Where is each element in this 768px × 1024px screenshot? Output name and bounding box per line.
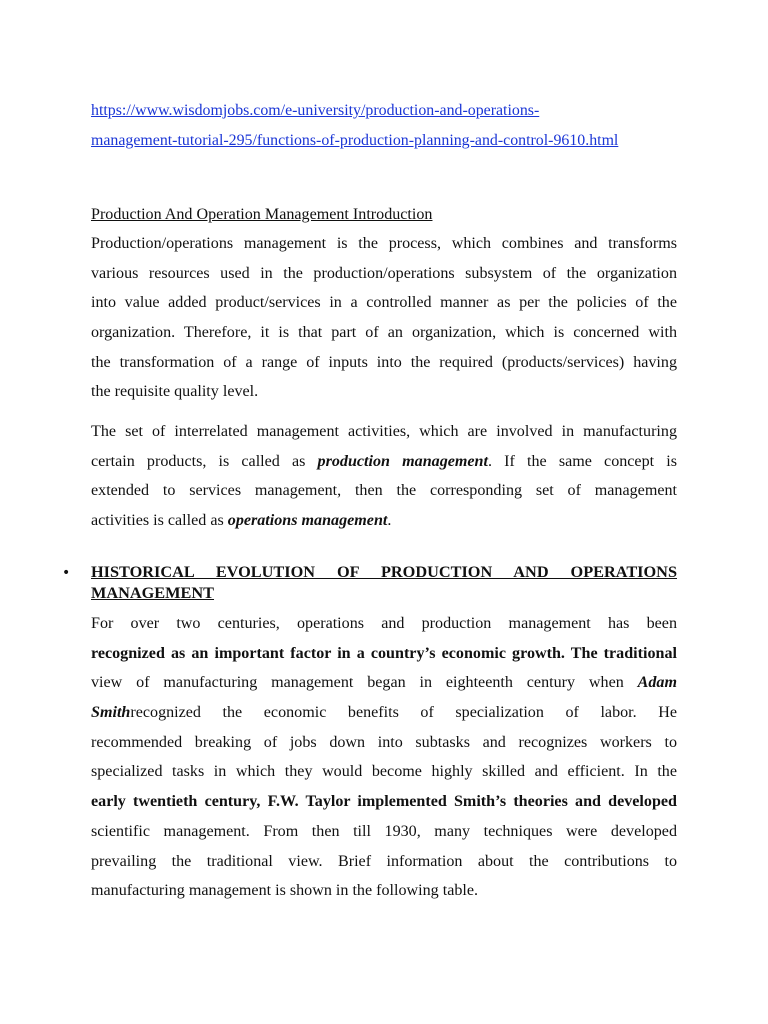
paragraph-line <box>91 506 677 536</box>
paragraph-line: organization. Therefore, it is that part of an organization, which is concerned with <box>91 324 677 342</box>
name-adam: Adam <box>637 674 677 692</box>
name-smith: Smith <box>91 704 131 722</box>
term-operations-management: operations management <box>227 512 388 530</box>
bullet-icon: • <box>62 565 71 581</box>
history-paragraph <box>91 609 677 906</box>
bold-text: recognized as an important factor in a country’s economic growth. The traditional <box>91 644 677 662</box>
paragraph-text: recognized the economic benefits of specialization of labor. He <box>130 704 677 722</box>
paragraph-text: activities is called as <box>91 512 224 530</box>
intro-heading: Production And Operation Management Introduction <box>91 206 433 223</box>
paragraph-line <box>91 668 677 698</box>
paragraph-line: Production/operations management is the process, which combines and transforms <box>91 235 677 252</box>
paragraph-line: prevailing the traditional view. Brief information about the contributions to <box>91 852 677 870</box>
paragraph-line: the requisite quality level. <box>91 383 259 401</box>
section-heading <box>91 561 677 603</box>
paragraph-line <box>91 639 677 669</box>
paragraph-line: into value added product/services in a controlled manner as per the policies of the <box>91 294 677 312</box>
paragraph-line <box>91 698 677 728</box>
term-production-management: production management <box>317 452 488 470</box>
paragraph-line: manufacturing management is shown in the following table. <box>91 882 479 900</box>
paragraph-line: For over two centuries, operations and production management has been <box>91 615 677 632</box>
section-heading-line-1: HISTORICAL EVOLUTION OF PRODUCTION AND OPERATIONS <box>91 562 677 581</box>
intro-paragraph-1 <box>91 229 677 407</box>
paragraph-text: . <box>387 512 392 530</box>
paragraph-line: the transformation of a range of inputs into the required (products/services) having <box>91 353 677 371</box>
paragraph-line: recommended breaking of jobs down into subtasks and recognizes workers to <box>91 733 677 751</box>
paragraph-line <box>91 447 677 477</box>
paragraph-line: various resources used in the production/operations subsystem of the organization <box>91 264 677 282</box>
paragraph-text: view of manufacturing management began in eighteenth century when <box>91 674 624 692</box>
paragraph-text: . If the same concept is <box>487 452 677 470</box>
paragraph-line: specialized tasks in which they would become highly skilled and efficient. In the <box>91 763 677 781</box>
paragraph-line: scientific management. From then till 1930, many techniques were developed <box>91 822 677 840</box>
source-link[interactable] <box>91 96 677 156</box>
bold-text: early twentieth century, F.W. Taylor implemented Smith’s theories and developed <box>91 793 677 811</box>
source-link-line-2[interactable]: management-tutorial-295/functions-of-production-planning-and-control-9610.html <box>91 132 619 149</box>
paragraph-line: extended to services management, then the corresponding set of management <box>91 482 677 500</box>
intro-paragraph-2 <box>91 417 677 536</box>
section-heading-line-2: MANAGEMENT <box>91 583 215 602</box>
paragraph-text: certain products, is called as <box>91 452 306 470</box>
source-link-line-1[interactable]: https://www.wisdomjobs.com/e-university/production-and-operations- <box>91 102 540 119</box>
paragraph-line: The set of interrelated management activities, which are involved in manufacturing <box>91 423 677 440</box>
paragraph-line <box>91 787 677 817</box>
